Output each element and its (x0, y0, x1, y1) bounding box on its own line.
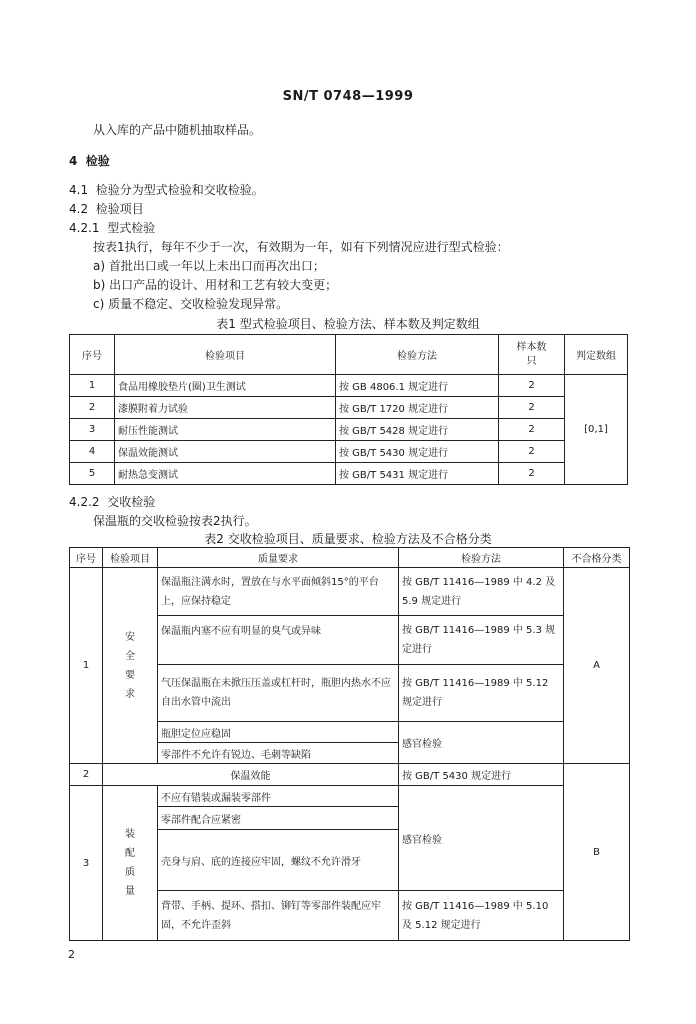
t1-cell-sample: 2 (499, 441, 565, 463)
t1-cell-sample: 2 (499, 419, 565, 441)
t1-cell-method: 按 GB/T 1720 规定进行 (336, 397, 499, 419)
t1-cell-method: 按 GB 4806.1 规定进行 (336, 375, 499, 397)
table-row (70, 568, 630, 616)
t1-cell-no: 3 (70, 419, 115, 441)
list-item: c) 质量不稳定、交收检验发现异常。 (93, 297, 289, 311)
standard-header: SN/T 0748—1999 (282, 89, 414, 104)
item-char: 装 (125, 829, 135, 840)
t1-cell-item: 耐压性能测试 (115, 419, 336, 441)
section-4-title: 检验 (85, 154, 110, 168)
t2-cell-method: 感官检验 (399, 722, 564, 764)
section-4-2-2 (69, 493, 155, 510)
table-row (70, 786, 630, 807)
section-4-2-text: 检验项目 (95, 202, 144, 216)
t2-cell-req: 零部件配合应紧密 (158, 807, 399, 830)
item-char: 安 (125, 631, 135, 643)
t2-cell-method: 感官检验 (399, 786, 564, 891)
section-4-2-1 (69, 219, 155, 236)
t1-cell-item: 耐热急变测试 (115, 463, 336, 485)
t2-cell-req: 背带、手柄、提环、搭扣、铆钉等零部件装配应牢固，不允许歪斜 (158, 891, 399, 941)
t1-header-item: 检验项目 (115, 335, 336, 375)
section-4-2-1-text: 型式检验 (107, 221, 156, 235)
t2-cell-req: 气压保温瓶在未掀压压盖或杠杆时，瓶胆内热水不应自出水管中流出 (158, 665, 399, 722)
t2-header-no: 序号 (70, 548, 103, 568)
t2-cell-req: 零部件不允许有锐边、毛刺等缺陷 (158, 743, 399, 764)
list-item: a) 首批出口或一年以上未出口而再次出口； (93, 259, 325, 273)
t2-cell-cls: A (564, 568, 630, 764)
t1-cell-item: 保温效能测试 (115, 441, 336, 463)
t1-cell-sample: 2 (499, 463, 565, 485)
paragraph-4-2-2: 保温瓶的交收检验按表2执行。 (93, 514, 257, 528)
t1-cell-no: 1 (70, 375, 115, 397)
table-row (70, 419, 628, 441)
section-4-2-number: 4.2 (69, 202, 89, 216)
page-number: 2 (68, 948, 75, 961)
item-char: 量 (125, 886, 135, 897)
t2-cell-req: 保温瓶注满水时，置放在与水平面倾斜15°的平台上，应保持稳定 (158, 568, 399, 616)
table-2 (69, 547, 630, 941)
item-char: 配 (125, 848, 135, 859)
t1-cell-no: 5 (70, 463, 115, 485)
table-row (70, 397, 628, 419)
table-2-caption: 表2 交收检验项目、质量要求、检验方法及不合格分类 (204, 532, 492, 546)
t2-cell-item: 保温效能 (103, 764, 399, 786)
table-1-caption: 表1 型式检验项目、检验方法、样本数及判定数组 (216, 317, 480, 331)
section-4-1-text: 检验分为型式检验和交收检验。 (95, 183, 264, 197)
t2-header-cls: 不合格分类 (564, 548, 630, 568)
t1-header-sample: 样本数 只 (499, 335, 565, 375)
section-4-heading (69, 152, 110, 169)
section-4-2-2-number: 4.2.2 (69, 495, 100, 509)
t1-cell-method: 按 GB/T 5428 规定进行 (336, 419, 499, 441)
t2-cell-method: 按 GB/T 5430 规定进行 (399, 764, 564, 786)
t1-cell-sample: 2 (499, 375, 565, 397)
t1-cell-sample: 2 (499, 397, 565, 419)
item-char: 全 (125, 650, 135, 662)
t1-cell-method: 按 GB/T 5431 规定进行 (336, 463, 499, 485)
t1-cell-no: 4 (70, 441, 115, 463)
section-4-2-2-text: 交收检验 (107, 495, 156, 509)
item-char: 质 (125, 867, 135, 878)
t2-cell-no: 2 (70, 764, 103, 786)
t1-header-method: 检验方法 (336, 335, 499, 375)
section-4-2 (69, 200, 144, 217)
t1-header-no: 序号 (70, 335, 115, 375)
t2-cell-method: 按 GB/T 11416—1989 中 5.10 及 5.12 规定进行 (399, 891, 564, 941)
t2-header-method: 检验方法 (399, 548, 564, 568)
t2-cell-req: 壳身与肩、底的连接应牢固，螺纹不允许滑牙 (158, 830, 399, 891)
t2-cell-req: 瓶胆定位应稳固 (158, 722, 399, 743)
t2-cell-req: 不应有错装或漏装零部件 (158, 786, 399, 807)
section-4-number: 4 (69, 154, 78, 168)
t2-cell-req: 保温瓶内塞不应有明显的臭气或异味 (158, 616, 399, 665)
section-4-1-number: 4.1 (69, 183, 89, 197)
table-row (70, 441, 628, 463)
t2-cell-no: 3 (70, 786, 103, 941)
t1-header-judge: 判定数组 (565, 335, 628, 375)
t2-cell-item-safety (103, 568, 158, 764)
t2-cell-method: 按 GB/T 11416—1989 中 4.2 及 5.9 规定进行 (399, 568, 564, 616)
table-row (70, 375, 628, 397)
section-4-2-1-number: 4.2.1 (69, 221, 100, 235)
table-row (70, 764, 630, 786)
table-row (70, 463, 628, 485)
t1-cell-item: 食品用橡胶垫片(圈)卫生测试 (115, 375, 336, 397)
paragraph-4-2-1: 按表1执行，每年不少于一次，有效期为一年，如有下列情况应进行型式检验： (93, 240, 509, 254)
t2-cell-no: 1 (70, 568, 103, 764)
t1-cell-item: 漆膜附着力试验 (115, 397, 336, 419)
t1-cell-method: 按 GB/T 5430 规定进行 (336, 441, 499, 463)
t2-cell-cls: B (564, 764, 630, 941)
item-char: 求 (125, 688, 135, 700)
t1-cell-judge: [0,1] (565, 375, 628, 485)
section-4-1 (69, 181, 264, 198)
t2-cell-method: 按 GB/T 11416—1989 中 5.12 规定进行 (399, 665, 564, 722)
intro-text: 从入库的产品中随机抽取样品。 (93, 123, 262, 137)
t2-cell-item-assembly (103, 786, 158, 941)
list-item: b) 出口产品的设计、用材和工艺有较大变更； (93, 278, 338, 292)
item-char: 要 (125, 669, 135, 681)
t2-header-req: 质量要求 (158, 548, 399, 568)
table-1 (69, 334, 628, 485)
t1-cell-no: 2 (70, 397, 115, 419)
t2-cell-method: 按 GB/T 11416—1989 中 5.3 规定进行 (399, 616, 564, 665)
t2-header-item: 检验项目 (103, 548, 158, 568)
